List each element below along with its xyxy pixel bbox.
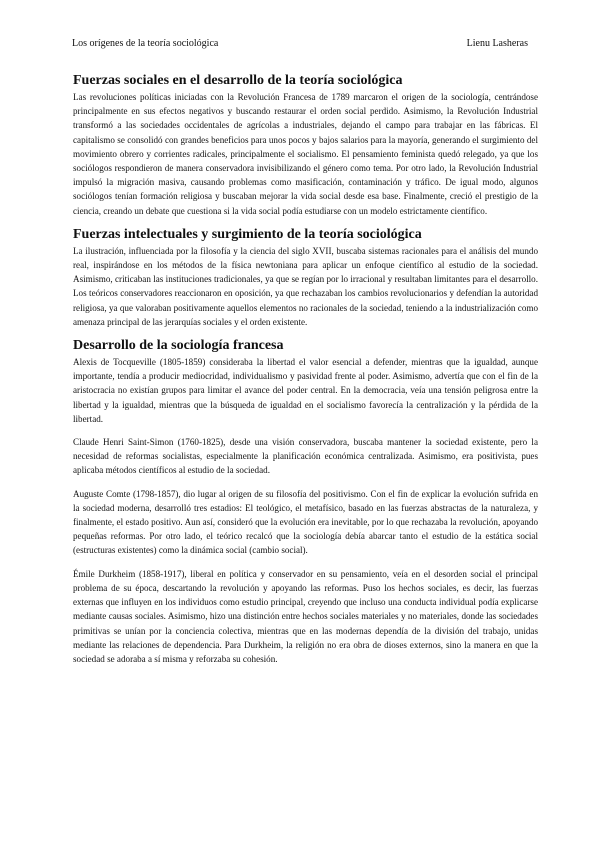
section-heading: Fuerzas sociales en el desarrollo de la teoría sociológica [73, 73, 403, 88]
page-header [72, 38, 528, 52]
paragraph-durkheim: Émile Durkheim (1858-1917), liberal en política y conservador en su pensamiento, veía en el desorden social el principal problema de su época, descartando la revolución y apoyando las reformas. Puso los hechos sociales, es decir, las fuerzas externas que influyen en los individuos como estudio principal, creyendo que incluso una conducta individual podía explicarse mediante causas sociales. Asimismo, hizo una distinción entre hechos sociales materiales y no materiales, donde las sociedades primitivas se unían por la conciencia colectiva, mientras que en las modernas dependía de la división del trabajo, unidas mediante las relaciones de dependencia. Para Durkheim, la religión no era obra de dioses externos, sino la manera en que la sociedad se adoraba a sí misma y reforzaba su cohesión. [73, 568, 538, 664]
section-intellectual-forces [73, 226, 538, 329]
section-french-sociology [73, 337, 538, 666]
paragraph-tocqueville: Alexis de Tocqueville (1805-1859) consideraba la libertad el valor esencial a defender, mientras que la igualdad, aunque importante, tendía a producir mediocridad, individualismo y pasividad frente al poder. Asimismo, advertía que con el fin de la aristocracia no existían grupos para limitar el avance del poder central. En la democracia, veía una tensión peligrosa entre la libertad y la igualdad, mientras que la búsqueda de igualdad en el socialismo favorecía la centralización y la pérdida de la libertad. [73, 357, 538, 424]
section-social-forces [73, 72, 538, 218]
paragraph-saint-simon: Claude Henri Saint-Simon (1760-1825), desde una visión conservadora, buscaba mantener la sociedad existente, pero la necesidad de reformas socialistas, especialmente la planificación económica centralizada. Asimismo, era positivista, pues aplicaba métodos científicos al estudio de la sociedad. [73, 437, 538, 476]
section-heading: Desarrollo de la sociología francesa [73, 338, 284, 354]
header-document-title: Los orígenes de la teoría sociológica [72, 38, 219, 49]
section-heading: Fuerzas intelectuales y surgimiento de la teoría sociológica [73, 226, 422, 242]
paragraph-comte: Auguste Comte (1798-1857), dio lugar al origen de su filosofía del positivismo. Con el fin de explicar la evolución sufrida en la sociedad moderna, desarrolló tres estadios: El teológico, el metafísico, basado en las fuerzas abstractas de la naturaleza, y finalmente, el estado positivo. Aun así, consideró que la evolución era inevitable, por lo que rechazaba la revolución, apoyando pequeñas reformas. Por otro lado, el teórico recalcó que la sociología debía abarcar tanto el estudio de la estática social (estructuras existentes) como la dinámica social (cambio social). [73, 488, 538, 556]
header-author-name: Lienu Lasheras [466, 38, 528, 49]
section-paragraph: Las revoluciones políticas iniciadas con la Revolución Francesa de 1789 marcaron el origen de la sociología, centrándose principalmente en sus efectos negativos y buscando restaurar el orden social perdido. Asimismo, la Revolución Industrial transformó a las sociedades occidentales de agrícolas a industriales, dejando el campo para trabajar en las fábricas. El capitalismo se consolidó con grandes beneficios para unos pocos y bajos salarios para la mayoría, generando el surgimiento del movimiento obrero y corrientes radicales, principalmente el socialismo. El pensamiento feminista quedó relegado, ya que los sociólogos respondieron de manera conservadora invisibilizando el género como tema. Por otro lado, la Revolución Industrial impulsó la migración masiva, causando problemas como masificación, contaminación y tráfico. De igual modo, algunos sociólogos tenían formación religiosa y buscaban mejorar la vida social desde esa base. Finalmente, creció el prestigio de la ciencia, creando un debate que cuestiona si la vida social podía estudiarse con un modelo estrictamente científico. [73, 92, 538, 216]
section-paragraph: La ilustración, influenciada por la filosofía y la ciencia del siglo XVII, buscaba sistemas racionales para el análisis del mundo real, inspirándose en los métodos de la física newtoniana para aplicar un enfoque científico al estudio de la sociedad. Asimismo, criticaban las instituciones tradicionales, ya que se regían por lo irracional y resultaban limitantes para el desarrollo. Los teóricos conservadores reaccionaron en oposición, ya que rechazaban los cambios revolucionarios y defendían la autoridad religiosa, ya que valoraban positivamente aquellos elementos no racionales de la sociedad, teniendo a la industrialización como amenaza principal de las jerarquías sociales y el orden existente. [73, 245, 538, 327]
document-body [73, 72, 538, 674]
